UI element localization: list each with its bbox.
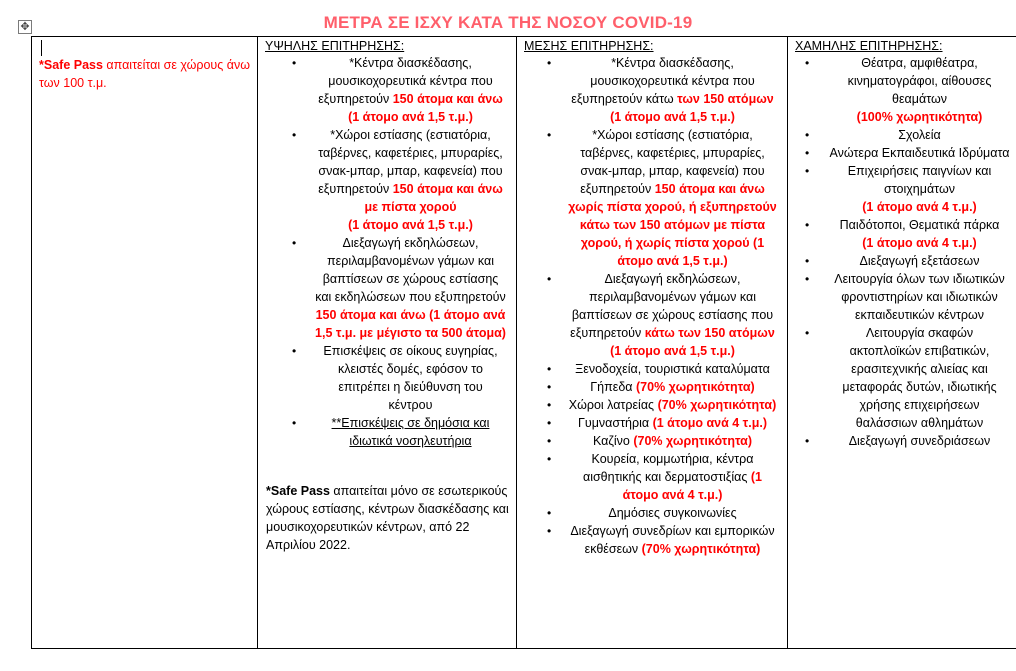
list-item: • Λειτουργία σκαφών ακτοπλοϊκών επιβατικών, ερασιτεχνικής αλιείας και μεταφοράς δυτών, ιδιωτικής χρήσης επιχειρήσεων θαλάσσιων αθλημάτων [795,324,1010,432]
medium-surveillance-list [524,54,781,558]
column-low-surveillance[interactable] [788,37,1016,649]
table-move-handle-icon[interactable]: ✥ [18,20,32,34]
low-surveillance-heading: ΧΑΜΗΛΗΣ ΕΠΙΤΗΡΗΣΗΣ: [795,39,943,53]
list-item: • Γήπεδα (70% χωρητικότητα) [524,378,781,396]
list-item: • *Χώροι εστίασης (εστιατόρια, ταβέρνες, καφετέριες, μπυραρίες, σνακ-μπαρ, μπαρ, καφενεία) που εξυπηρετούν 150 άτομα και άνω με πίστα χορού (1 άτομο ανά 1,5 τ.μ.) [265,126,510,234]
list-item: • Κουρεία, κομμωτήρια, κέντρα αισθητικής και δερματοστιξίας (1 άτομο ανά 4 τ.μ.) [524,450,781,504]
column-medium-surveillance[interactable] [517,37,788,649]
high-surveillance-heading: ΥΨΗΛΗΣ ΕΠΙΤΗΡΗΣΗΣ: [265,39,405,53]
list-item: • Ξενοδοχεία, τουριστικά καταλύματα [524,360,781,378]
list-item: • Ανώτερα Εκπαιδευτικά Ιδρύματα [795,144,1010,162]
list-item: • Διεξαγωγή συνεδριάσεων [795,432,1010,450]
page-title: ΜΕΤΡΑ ΣΕ ΙΣΧΥ ΚΑΤΑ ΤΗΣ ΝΟΣΟΥ COVID-19 [323,13,693,32]
list-item: • Σχολεία [795,126,1010,144]
column-high-surveillance[interactable] [258,37,517,649]
footnote-text: απαιτείται μόνο σε εσωτερικούς χώρους εστίασης, κέντρων διασκέδασης και μουσικοχορευτικών κέντρων, από 22 Απριλίου 2022. [266,484,509,552]
safe-pass-footnote [265,482,510,554]
safe-pass-text: απαιτείται σε χώρους άνω των 100 τ.μ. [39,58,250,90]
list-item: • Διεξαγωγή συνεδρίων και εμπορικών εκθέσεων (70% χωρητικότητα) [524,522,781,558]
safe-pass-note [39,56,251,92]
list-item: • Διεξαγωγή εκδηλώσεων, περιλαμβανομένων γάμων και βαπτίσεων σε χώρους εστίασης που εξυπηρετούν κάτω των 150 ατόμων (1 άτομο ανά 1,5 τ.μ.) [524,270,781,360]
list-item: • Λειτουργία όλων των ιδιωτικών φροντιστηρίων και ιδιωτικών εκπαιδευτικών κέντρων [795,270,1010,324]
list-item: • Θέατρα, αμφιθέατρα, κινηματογράφοι, αίθουσες θεαμάτων (100% χωρητικότητα) [795,54,1010,126]
column-safe-pass[interactable] [32,37,258,649]
list-item: • *Κέντρα διασκέδασης, μουσικοχορευτικά κέντρα που εξυπηρετούν κάτω των 150 ατόμων (1 άτομο ανά 1,5 τ.μ.) [524,54,781,126]
list-item: • Καζίνο (70% χωρητικότητα) [524,432,781,450]
high-surveillance-list [265,54,510,450]
list-item: • *Κέντρα διασκέδασης, μουσικοχορευτικά κέντρα που εξυπηρετούν 150 άτομα και άνω (1 άτομο ανά 1,5 τ.μ.) [265,54,510,126]
footnote-label: *Safe Pass [266,484,330,498]
list-item: • Επιχειρήσεις παιγνίων και στοιχημάτων (1 άτομο ανά 4 τ.μ.) [795,162,1010,216]
safe-pass-label: *Safe Pass [39,58,103,72]
list-item: • Γυμναστήρια (1 άτομο ανά 4 τ.μ.) [524,414,781,432]
list-item: • Παιδότοποι, Θεματικά πάρκα (1 άτομο ανά 4 τ.μ.) [795,216,1010,252]
list-item: • *Χώροι εστίασης (εστιατόρια, ταβέρνες, καφετέριες, μπυραρίες, σνακ-μπαρ, μπαρ, καφενεία) που εξυπηρετούν 150 άτομα και άνω χωρίς πίστα χορού, ή εξυπηρετούν κάτω των 150 ατόμων με πίστα χορού, ή χωρίς πίστα χορού (1 άτομο ανά 1,5 τ.μ.) [524,126,781,270]
list-item: • Διεξαγωγή εξετάσεων [795,252,1010,270]
low-surveillance-list [795,54,1010,450]
medium-surveillance-heading: ΜΕΣΗΣ ΕΠΙΤΗΡΗΣΗΣ: [524,39,654,53]
list-item: • Διεξαγωγή εκδηλώσεων, περιλαμβανομένων γάμων και βαπτίσεων σε χώρους εστίασης και εκδηλώσεων που εξυπηρετούν 150 άτομα και άνω (1 άτομο ανά 1,5 τ.μ. με μέγιστο τα 500 άτομα) [265,234,510,342]
list-item: • Χώροι λατρείας (70% χωρητικότητα) [524,396,781,414]
list-item: • **Επισκέψεις σε δημόσια και ιδιωτικά νοσηλευτήρια [265,414,510,450]
list-item: • Επισκέψεις σε οίκους ευγηρίας, κλειστές δομές, εφόσον το επιτρέπει η διεύθυνση του κέντρου [265,342,510,414]
measures-table [31,36,1016,649]
list-item: • Δημόσιες συγκοινωνίες [524,504,781,522]
